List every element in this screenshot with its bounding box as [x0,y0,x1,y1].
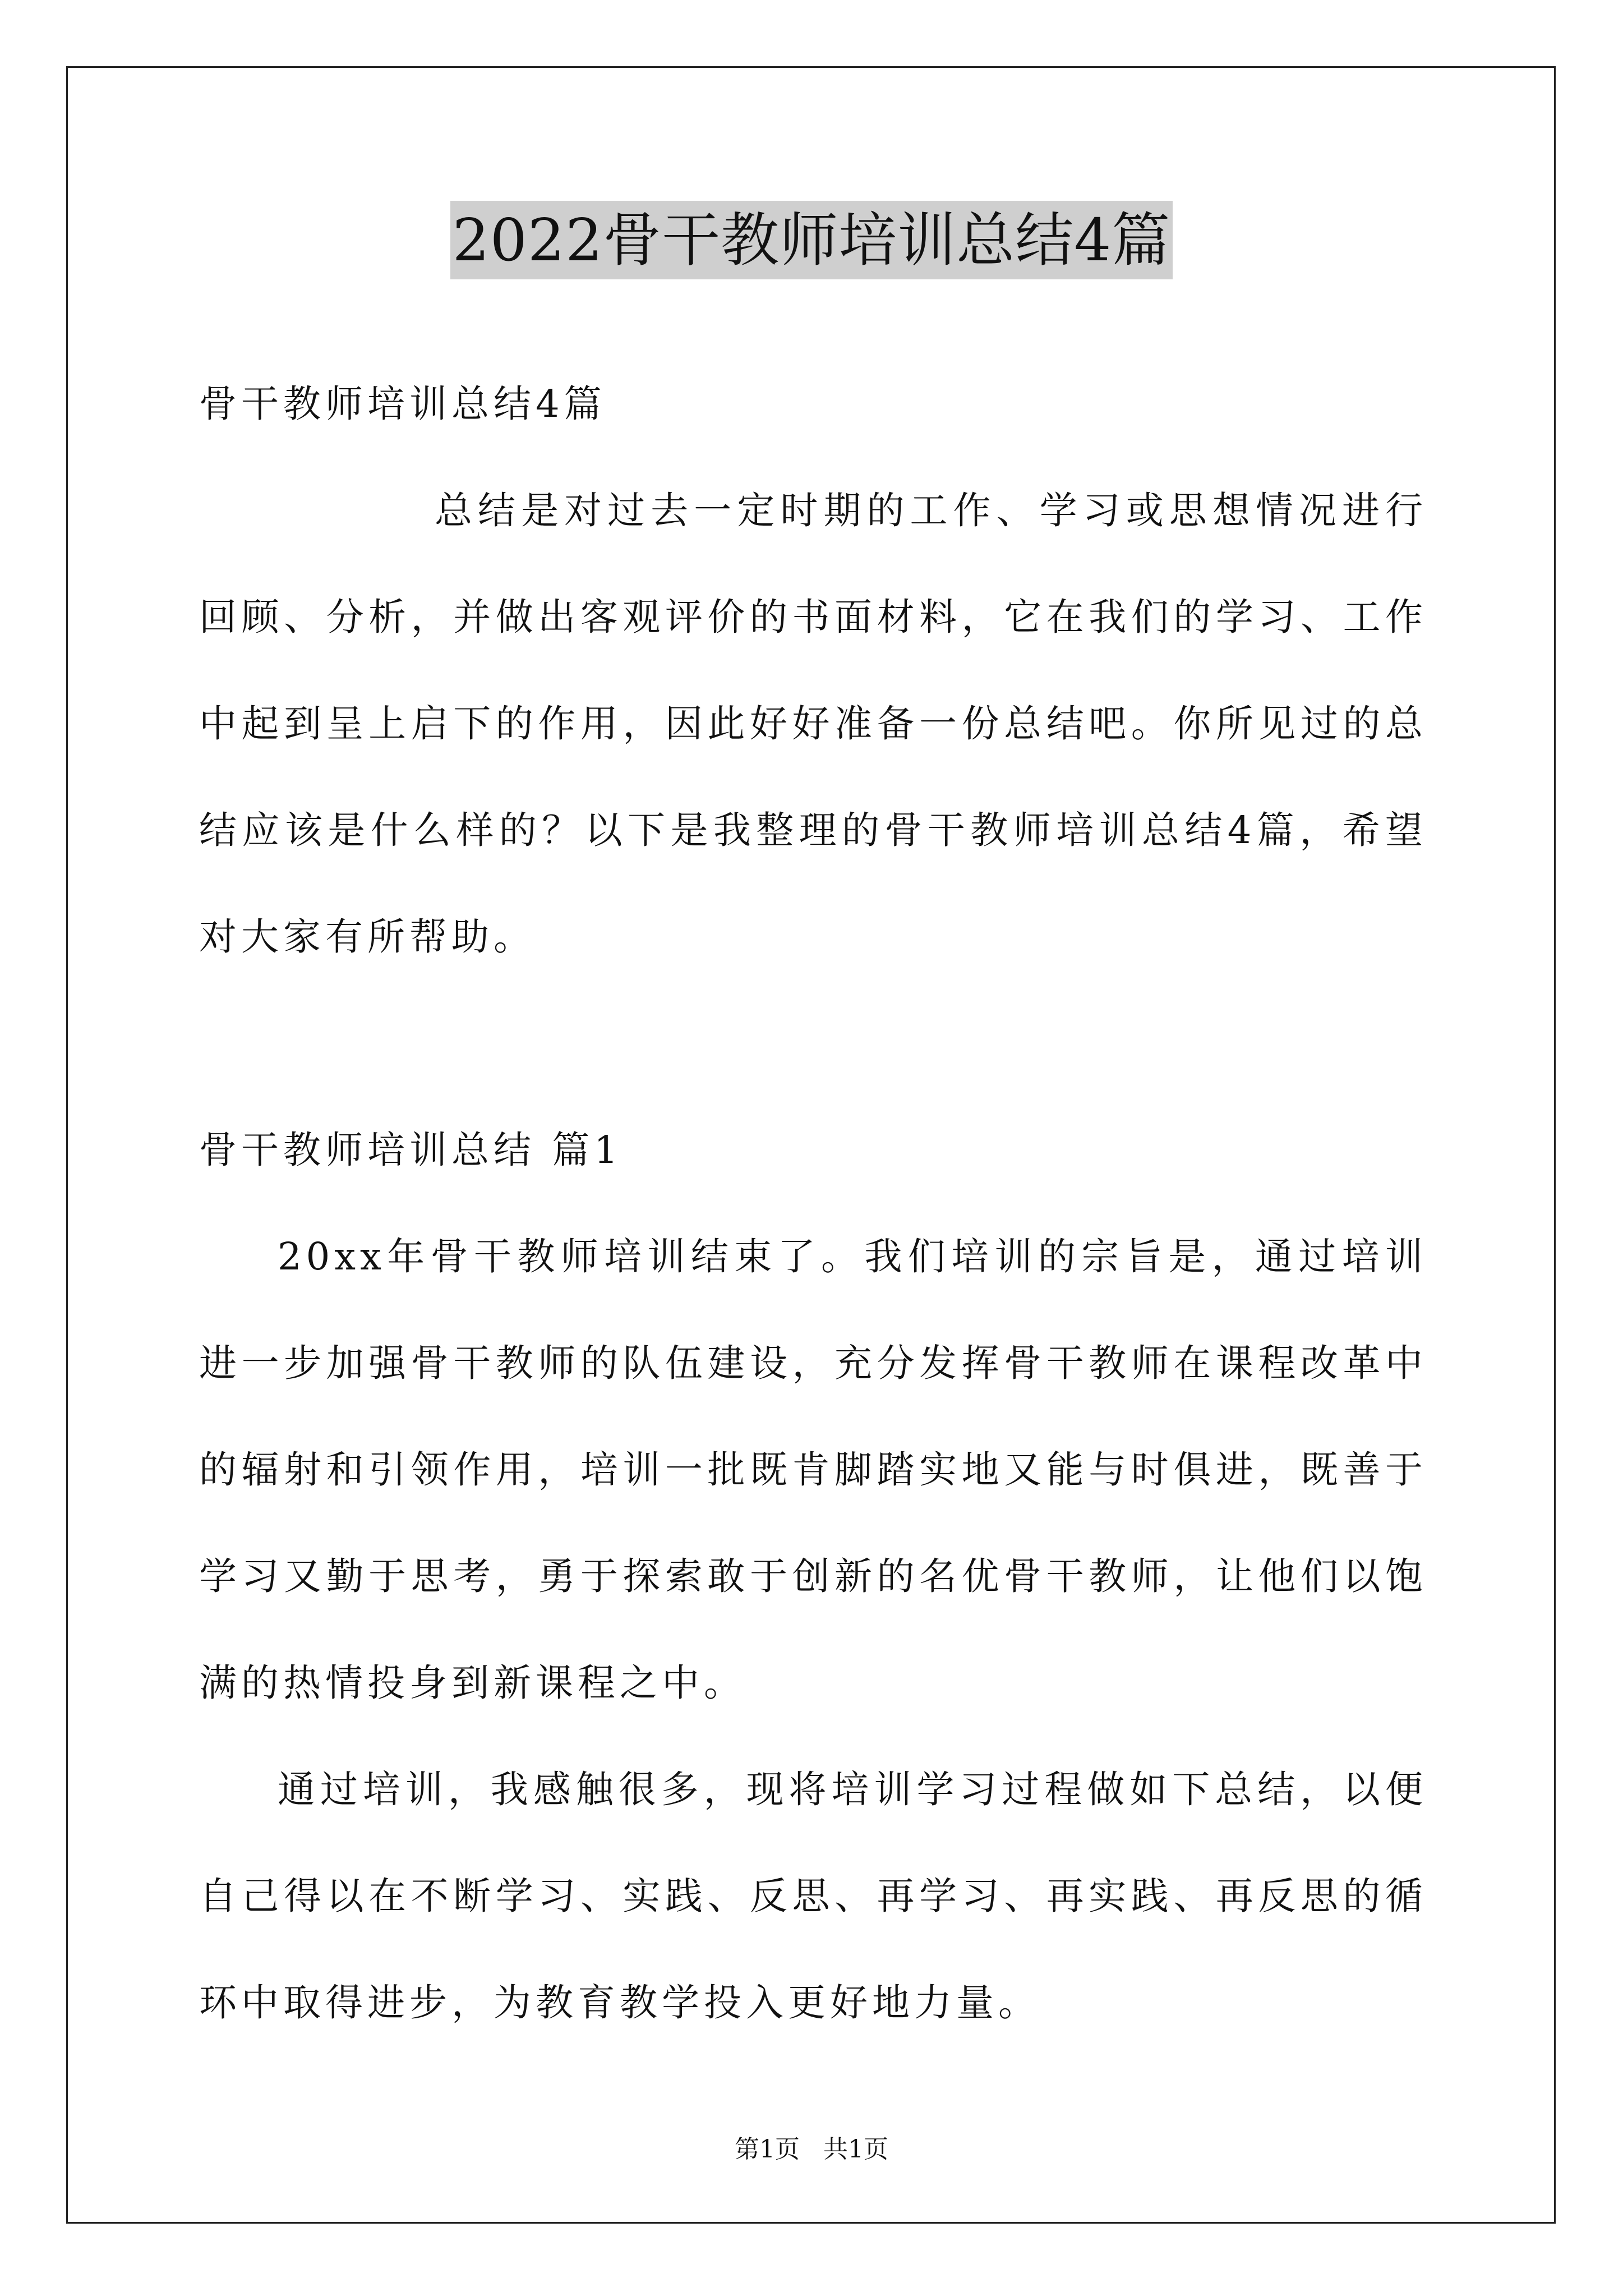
body-paragraph: 20xx年骨干教师培训结束了。我们培训的宗旨是，通过培训进一步加强骨干教师的队伍建设，充分发挥骨干教师在课程改革中的辐射和引领作用，培训一批既肯脚踏实地又能与时俱进，既善于学习又勤于思考，勇于探索敢于创新的名优骨干教师，让他们以饱满的热情投身到新课程之中。 [199,1235,1427,1705]
body-paragraph: 通过培训，我感触很多，现将培训学习过程做如下总结，以便自己得以在不断学习、实践、反思、再学习、再实践、再反思的循环中取得进步，为教育教学投入更好地力量。 [199,1768,1427,2024]
section-spacer [199,990,1427,1097]
section-heading: 骨干教师培训总结 篇1 [199,1128,623,1172]
title-container [0,201,1623,279]
document-subtitle: 骨干教师培训总结4篇 [199,382,606,426]
intro-paragraph: 总结是对过去一定时期的工作、学习或思想情况进行回顾、分析，并做出客观评价的书面材料，它在我们的学习、工作中起到呈上启下的作用，因此好好准备一份总结吧。你所见过的总结应该是什么样的？以下是我整理的骨干教师培训总结4篇，希望对大家有所帮助。 [199,489,1427,959]
page-total: 共1页 [823,2135,888,2164]
document-title: 2022骨干教师培训总结4篇 [450,201,1173,279]
page-footer [0,2133,1623,2166]
page-number: 第1页 [735,2135,800,2164]
document-body [199,351,1427,2056]
